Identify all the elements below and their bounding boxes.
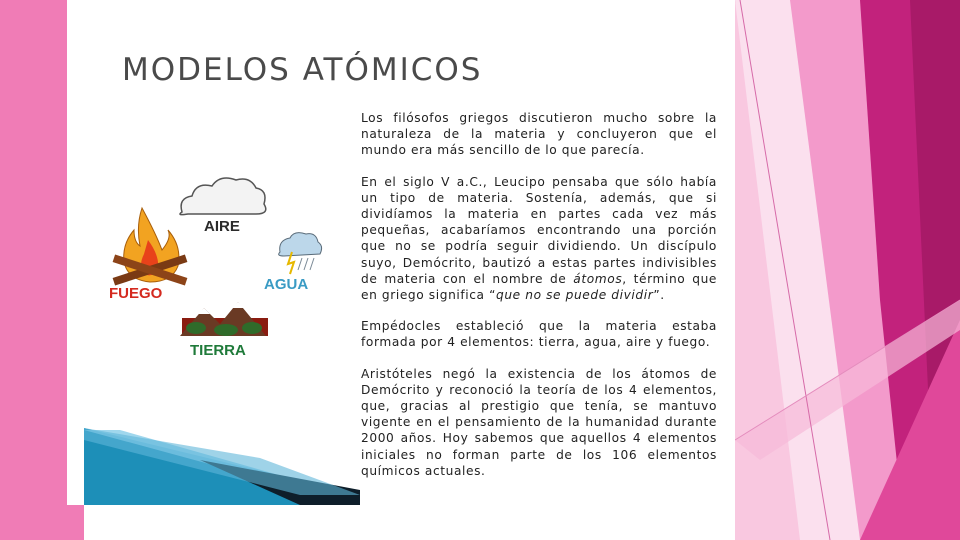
- water-label: AGUA: [264, 276, 309, 293]
- paragraph-leucipo: [361, 174, 717, 304]
- cloud-icon: [180, 178, 266, 215]
- air-label: AIRE: [204, 218, 240, 235]
- term-meaning: que no se puede dividir: [496, 288, 654, 303]
- term-atomos: átomos: [573, 271, 623, 286]
- paragraph-leucipo-text-c: ”.: [653, 288, 665, 303]
- fire-label: FUEGO: [109, 285, 163, 302]
- elements-illustration: [100, 170, 330, 370]
- paragraph-aristoteles: Aristóteles negó la existencia de los átomos de Demócrito y reconoció la teoría de los 4 elementos, que, gracias al prestigio que tenía, se mantuvo vigente en el pensamiento de la humanidad durante 2000 años. Hoy sabemos que aquellos 4 elementos iniciales no forman parte de los 106 elementos químicos actuales.: [361, 366, 717, 478]
- four-elements-figure: [100, 170, 330, 370]
- paragraph-leucipo-text-a: En el siglo V a.C., Leucipo pensaba que sólo había un tipo de materia. Sostenía, además, que si dividíamos la materia en partes cada vez más pequeñas, acabaríamos encontrando una porción que no se podría seguir dividiendo. Un discípulo suyo, Demócrito, bautizó a estas partes indivisibles de materia con el nombre de: [361, 174, 717, 286]
- paragraph-leucipo-text-b: , término que en griego significa “: [361, 271, 717, 303]
- left-pink-band: [0, 0, 67, 540]
- paragraph-philosophers: Los filósofos griegos discutieron mucho sobre la naturaleza de la materia y concluyeron que el mundo era más sencillo de lo que parecía.: [361, 111, 717, 158]
- fire-icon: [113, 208, 188, 286]
- earth-label: TIERRA: [190, 342, 246, 359]
- content-text: [361, 110, 717, 494]
- paragraph-empedocles: Empédocles estableció que la materia estaba formada por 4 elementos: tierra, agua, aire y fuego.: [361, 319, 717, 350]
- rain-cloud-icon: [279, 233, 322, 274]
- page-title: MODELOS ATÓMICOS: [122, 52, 483, 88]
- mountain-icon: [180, 302, 268, 336]
